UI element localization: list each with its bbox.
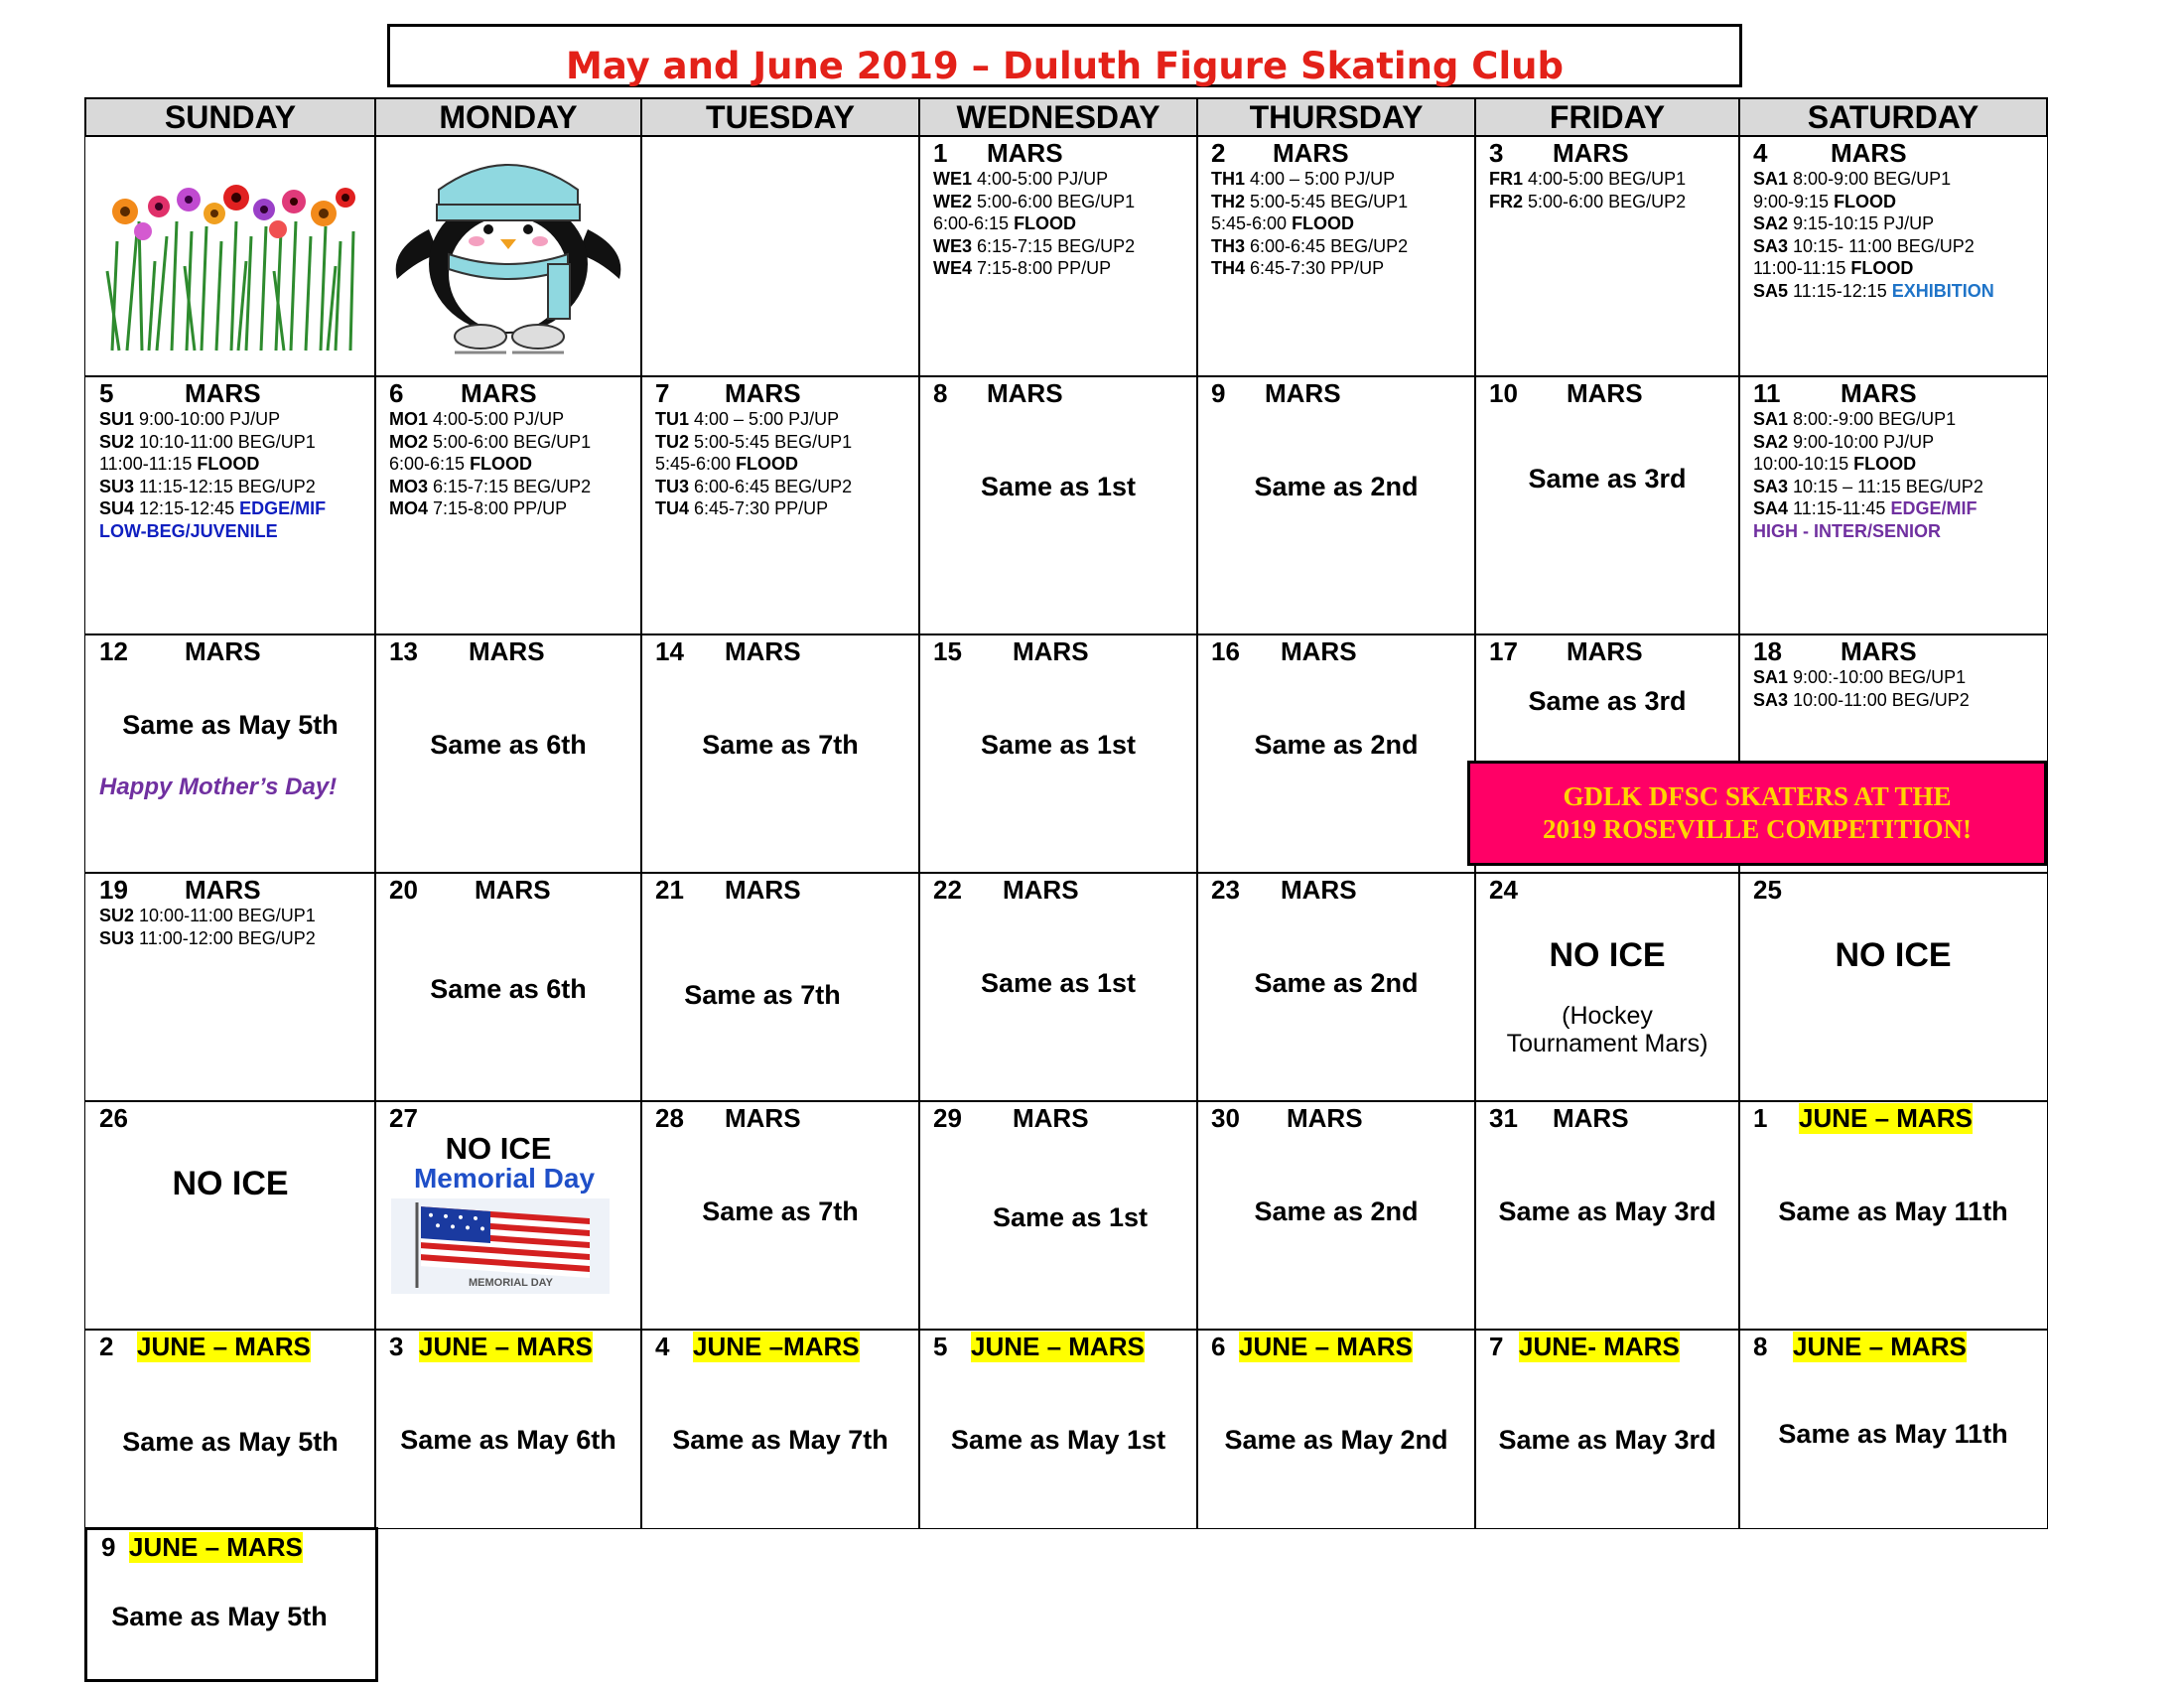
schedule-line: [655, 497, 852, 520]
title-box: [387, 24, 1742, 87]
session-time: 8:00-9:00 BEG/UP1: [1793, 169, 1952, 189]
session-time: 5:00-6:00 BEG/UP2: [1528, 191, 1687, 211]
header-saturday: SATURDAY: [1738, 97, 2048, 137]
session-time: 9:00-10:00 PJ/UP: [1793, 431, 1935, 452]
session-time: 6:45-7:30 PP/UP: [694, 498, 829, 518]
mothers-day-note: Happy Mother’s Day!: [99, 774, 338, 800]
session-code: TU4: [655, 498, 695, 518]
session-time: 6:00-6:15: [389, 454, 471, 474]
flood-label: FLOOD: [197, 454, 260, 474]
schedule-line: [1211, 168, 1408, 191]
day-may-27: 27 NO ICE Memorial Day MEMORIAL DAY: [374, 1100, 642, 1331]
session-time: 12:15-12:45: [139, 498, 240, 518]
day-may-18: 18 MARS SA1 9:00:-10:00 BEG/UP1 SA3 10:00-11:00 BEG/UP2: [1738, 633, 2048, 874]
schedule-line: [1753, 191, 1994, 213]
schedule-line: [1489, 168, 1686, 191]
session-time: 4:00-5:00 PJ/UP: [433, 409, 565, 429]
schedule-list: [1753, 666, 1970, 711]
flowers-image: [97, 162, 365, 360]
day-may-21: 21 MARS Same as 7th: [640, 872, 920, 1102]
schedule-list: [389, 408, 591, 520]
schedule-line: [389, 408, 591, 431]
session-time: 5:00-6:00 BEG/UP1: [977, 191, 1136, 211]
schedule-list: [1489, 168, 1686, 212]
session-time: 10:15 – 11:15 BEG/UP2: [1793, 476, 1983, 496]
schedule-line: [655, 408, 852, 431]
level-note: HIGH - INTER/SENIOR: [1753, 520, 1942, 541]
session-type: EDGE/MIF: [1890, 498, 1978, 518]
schedule-line: [389, 476, 591, 498]
day-may-6: 6 MARS MO1 4:00-5:00 PJ/UP MO2 5:00-6:00 BEG/UP1 6:00-6:15 FLOOD MO3 6:15-7:15 BEG/UP2 MO4 7:15-8:00 PP/UP: [374, 375, 642, 635]
session-time: 9:00-10:00 PJ/UP: [139, 409, 281, 429]
day-may-8: 8 MARS Same as 1st: [918, 375, 1198, 635]
session-time: 11:00-11:15: [99, 454, 198, 474]
schedule-list: [933, 168, 1135, 280]
day-may-30: 30 MARS Same as 2nd: [1196, 1100, 1476, 1331]
flood-label: FLOOD: [470, 454, 533, 474]
day-may-11: 11 MARS SA1 8:00:-9:00 BEG/UP1 SA2 9:00-10:00 PJ/UP 10:00-10:15 FLOOD SA3 10:15 – 11:15 BEG/UP2 SA4 11:15-11:45 EDGE/MIF HIGH - INTER/SENIOR: [1738, 375, 2048, 635]
flowers-cell: [84, 135, 376, 377]
header-thursday: THURSDAY: [1196, 97, 1476, 137]
day-may-22: 22 MARS Same as 1st: [918, 872, 1198, 1102]
schedule-line: [99, 453, 326, 476]
flood-label: FLOOD: [1850, 258, 1914, 278]
level-note: LOW-BEG/JUVENILE: [99, 520, 278, 541]
day-may-14: 14 MARS Same as 7th: [640, 633, 920, 874]
day-may-12: 12 MARS Same as May 5th Happy Mother’s Day!: [84, 633, 376, 874]
session-time: 9:15-10:15 PJ/UP: [1793, 213, 1935, 233]
session-time: 4:00-5:00 BEG/UP1: [1528, 169, 1687, 189]
session-time: 4:00 – 5:00 PJ/UP: [1250, 169, 1396, 189]
schedule-line: [1753, 257, 1994, 280]
session-time: 9:00-9:15: [1753, 191, 1835, 211]
day-may-16: 16 MARS Same as 2nd: [1196, 633, 1476, 874]
flag-image: [391, 1198, 610, 1294]
day-may-23: 23 MARS Same as 2nd: [1196, 872, 1476, 1102]
session-code: SA1: [1753, 169, 1794, 189]
day-may-25: 25 NO ICE: [1738, 872, 2048, 1102]
schedule-line: [99, 927, 316, 950]
day-may-28: 28 MARS Same as 7th: [640, 1100, 920, 1331]
day-june-2: 2 JUNE – MARS Same as May 5th: [84, 1329, 376, 1529]
day-june-3: 3 JUNE – MARS Same as May 6th: [374, 1329, 642, 1529]
header-sunday: SUNDAY: [84, 97, 376, 137]
session-code: SA5: [1753, 280, 1794, 301]
day-may-2: 2 MARS TH1 4:00 – 5:00 PJ/UP TH2 5:00-5:45 BEG/UP1 5:45-6:00 FLOOD TH3 6:00-6:45 BEG/UP2 TH4 6:45-7:30 PP/UP: [1196, 135, 1476, 377]
day-june-6: 6 JUNE – MARS Same as May 2nd: [1196, 1329, 1476, 1529]
session-code: SU3: [99, 927, 140, 948]
schedule-line: [99, 431, 326, 454]
schedule-list: [1211, 168, 1408, 280]
day-may-1: 1 MARS WE1 4:00-5:00 PJ/UP WE2 5:00-6:00 BEG/UP1 6:00-6:15 FLOOD WE3 6:15-7:15 BEG/UP2 WE4 7:15-8:00 PP/UP: [918, 135, 1198, 377]
schedule-line: [933, 212, 1135, 235]
session-code: SA2: [1753, 431, 1794, 452]
empty-cell: [640, 135, 920, 377]
day-may-5: 5 MARS SU1 9:00-10:00 PJ/UP SU2 10:10-11:00 BEG/UP1 11:00-11:15 FLOOD SU3 11:15-12:15 BEG/UP2 SU4 12:15-12:45 EDGE/MIF LOW-BEG/JUVENILE: [84, 375, 376, 635]
flood-label: FLOOD: [1014, 213, 1077, 233]
header-wednesday: WEDNESDAY: [918, 97, 1198, 137]
schedule-line: [655, 453, 852, 476]
schedule-line: [655, 431, 852, 454]
session-time: 6:45-7:30 PP/UP: [1250, 258, 1385, 278]
session-code: MO4: [389, 498, 434, 518]
session-code: MO2: [389, 431, 434, 452]
session-code: FR1: [1489, 169, 1529, 189]
session-code: SA3: [1753, 689, 1794, 710]
schedule-line: [389, 431, 591, 454]
day-may-7: 7 MARS TU1 4:00 – 5:00 PJ/UP TU2 5:00-5:45 BEG/UP1 5:45-6:00 FLOOD TU3 6:00-6:45 BEG/UP2 TU4 6:45-7:30 PP/UP: [640, 375, 920, 635]
session-code: MO1: [389, 409, 434, 429]
page-title: May and June 2019 – Duluth Figure Skating Club: [566, 44, 1564, 87]
day-may-10: 10 MARS Same as 3rd: [1474, 375, 1740, 635]
day-may-29: 29 MARS Same as 1st: [918, 1100, 1198, 1331]
day-june-7: 7 JUNE- MARS Same as May 3rd: [1474, 1329, 1740, 1529]
banner-line-1: GDLK DFSC SKATERS AT THE: [1563, 781, 1952, 811]
schedule-line: [1753, 476, 1983, 498]
session-code: WE3: [933, 235, 978, 256]
flood-label: FLOOD: [1834, 191, 1897, 211]
session-type: EDGE/MIF: [239, 498, 327, 518]
schedule-line: [99, 497, 326, 520]
schedule-line: [99, 408, 326, 431]
session-time: 10:15- 11:00 BEG/UP2: [1793, 235, 1975, 256]
header-monday: MONDAY: [374, 97, 642, 137]
session-code: SA3: [1753, 476, 1794, 496]
schedule-line: [389, 497, 591, 520]
session-time: 10:00-11:00 BEG/UP1: [139, 906, 316, 925]
day-june-9: 9 JUNE – MARS Same as May 5th: [84, 1527, 378, 1682]
session-time: 5:00-5:45 BEG/UP1: [694, 431, 853, 452]
day-may-31: 31 MARS Same as May 3rd: [1474, 1100, 1740, 1331]
session-code: TH3: [1211, 235, 1251, 256]
day-may-20: 20 MARS Same as 6th: [374, 872, 642, 1102]
schedule-line: [1211, 191, 1408, 213]
session-code: SU1: [99, 409, 140, 429]
day-may-13: 13 MARS Same as 6th: [374, 633, 642, 874]
session-time: 5:45-6:00: [1211, 213, 1293, 233]
flood-label: FLOOD: [1853, 454, 1917, 474]
schedule-line: [99, 476, 326, 498]
session-code: WE1: [933, 169, 978, 189]
header-tuesday: TUESDAY: [640, 97, 920, 137]
schedule-line: [1753, 168, 1994, 191]
session-code: TH4: [1211, 258, 1251, 278]
schedule-list: [1753, 408, 1983, 542]
day-june-8: 8 JUNE – MARS Same as May 11th: [1738, 1329, 2048, 1529]
day-may-26: 26 NO ICE: [84, 1100, 376, 1331]
penguin-image: [389, 150, 627, 358]
flood-label: FLOOD: [1292, 213, 1355, 233]
session-time: 5:00-5:45 BEG/UP1: [1250, 191, 1409, 211]
session-code: WE4: [933, 258, 978, 278]
day-may-3: 3 MARS FR1 4:00-5:00 BEG/UP1 FR2 5:00-6:00 BEG/UP2: [1474, 135, 1740, 377]
competition-banner: [1467, 761, 2047, 866]
schedule-list: [655, 408, 852, 520]
flood-label: FLOOD: [736, 454, 799, 474]
schedule-line: [1753, 212, 1994, 235]
session-time: 10:10-11:00 BEG/UP1: [139, 431, 316, 452]
session-time: 11:00-12:00 BEG/UP2: [139, 927, 316, 948]
schedule-line: [1211, 212, 1408, 235]
session-time: 6:00-6:45 BEG/UP2: [694, 476, 853, 496]
flag-caption: MEMORIAL DAY: [469, 1277, 553, 1289]
schedule-line: [1489, 191, 1686, 213]
session-time: 4:00-5:00 PJ/UP: [977, 169, 1109, 189]
schedule-line: [1211, 235, 1408, 258]
session-code: TU2: [655, 431, 695, 452]
memorial-day-label: Memorial Day: [413, 1163, 596, 1194]
session-time: 7:15-8:00 PP/UP: [977, 258, 1112, 278]
schedule-line: [1753, 408, 1983, 431]
session-time: 11:15-12:15 BEG/UP2: [139, 476, 316, 496]
session-time: 6:15-7:15 BEG/UP2: [433, 476, 592, 496]
session-code: SU2: [99, 906, 140, 925]
schedule-line: [933, 168, 1135, 191]
session-time: 5:00-6:00 BEG/UP1: [433, 431, 592, 452]
session-code: SA3: [1753, 235, 1794, 256]
session-code: SU3: [99, 476, 140, 496]
session-time: 6:00-6:15: [933, 213, 1015, 233]
day-june-4: 4 JUNE –MARS Same as May 7th: [640, 1329, 920, 1529]
schedule-list: [99, 905, 316, 949]
schedule-line: [933, 257, 1135, 280]
session-time: 8:00:-9:00 BEG/UP1: [1793, 409, 1957, 429]
day-may-19: 19 MARS SU2 10:00-11:00 BEG/UP1 SU3 11:00-12:00 BEG/UP2: [84, 872, 376, 1102]
schedule-line: [99, 905, 316, 927]
day-may-24: 24 NO ICE (Hockey Tournament Mars): [1474, 872, 1740, 1102]
day-may-9: 9 MARS Same as 2nd: [1196, 375, 1476, 635]
session-code: SU4: [99, 498, 140, 518]
schedule-line: [1753, 453, 1983, 476]
header-friday: FRIDAY: [1474, 97, 1740, 137]
schedule-line: [1753, 689, 1970, 712]
day-may-15: 15 MARS Same as 1st: [918, 633, 1198, 874]
schedule-line: [933, 235, 1135, 258]
schedule-line: [1211, 257, 1408, 280]
session-time: 6:00-6:45 BEG/UP2: [1250, 235, 1409, 256]
session-time: 6:15-7:15 BEG/UP2: [977, 235, 1136, 256]
session-time: 11:15-11:45: [1793, 498, 1891, 518]
session-time: 10:00-10:15: [1753, 454, 1854, 474]
session-time: 11:00-11:15: [1753, 258, 1851, 278]
session-code: TH2: [1211, 191, 1251, 211]
banner-line-2: 2019 ROSEVILLE COMPETITION!: [1542, 814, 1973, 844]
schedule-line: [389, 453, 591, 476]
schedule-list: [1753, 168, 1994, 302]
session-time: 7:15-8:00 PP/UP: [433, 498, 568, 518]
session-time: 4:00 – 5:00 PJ/UP: [694, 409, 840, 429]
day-june-1: 1 JUNE – MARS Same as May 11th: [1738, 1100, 2048, 1331]
schedule-line: [933, 191, 1135, 213]
schedule-line: [655, 476, 852, 498]
session-time: 5:45-6:00: [655, 454, 737, 474]
day-june-5: 5 JUNE – MARS Same as May 1st: [918, 1329, 1198, 1529]
day-may-17: 17 MARS Same as 3rd: [1474, 633, 1740, 874]
schedule-line: [1753, 497, 1983, 520]
session-type: EXHIBITION: [1891, 280, 1994, 301]
session-time: 9:00:-10:00 BEG/UP1: [1793, 667, 1967, 687]
session-time: 11:15-12:15: [1793, 280, 1892, 301]
session-code: SA2: [1753, 213, 1794, 233]
session-code: SU2: [99, 431, 140, 452]
session-code: TH1: [1211, 169, 1251, 189]
session-code: SA4: [1753, 498, 1794, 518]
day-may-4: 4 MARS SA1 8:00-9:00 BEG/UP1 9:00-9:15 FLOOD SA2 9:15-10:15 PJ/UP SA3 10:15- 11:00 BEG/UP2 11:00-11:15 FLOOD SA5 11:15-12:15 EXHIBITION: [1738, 135, 2048, 377]
schedule-line: [1753, 280, 1994, 303]
schedule-list: [99, 408, 326, 542]
session-time: 10:00-11:00 BEG/UP2: [1793, 689, 1970, 710]
session-code: FR2: [1489, 191, 1529, 211]
session-code: TU1: [655, 409, 695, 429]
session-code: SA1: [1753, 667, 1794, 687]
schedule-line: [1753, 431, 1983, 454]
penguin-cell: [374, 135, 642, 377]
session-code: TU3: [655, 476, 695, 496]
session-code: WE2: [933, 191, 978, 211]
session-code: MO3: [389, 476, 434, 496]
session-code: SA1: [1753, 409, 1794, 429]
schedule-line: [1753, 235, 1994, 258]
schedule-line: [1753, 666, 1970, 689]
